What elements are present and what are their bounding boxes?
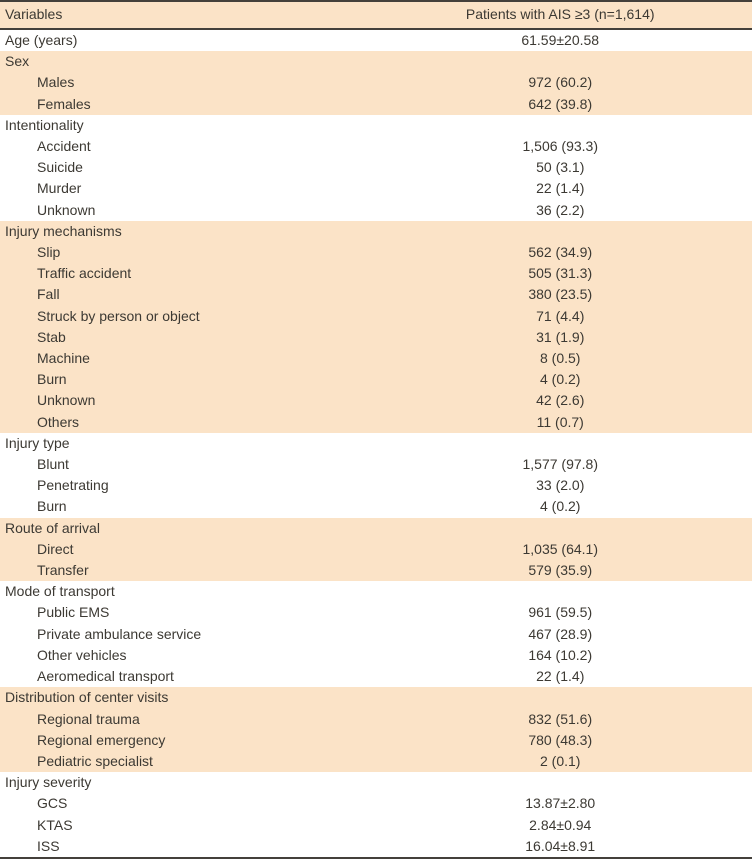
variable-cell: Route of arrival — [5, 519, 100, 536]
table-row — [0, 645, 752, 666]
value-cell — [368, 518, 752, 539]
table-row — [0, 327, 752, 348]
section-header-row — [0, 687, 752, 708]
variable-cell: Age (years) — [5, 32, 78, 48]
variable-cell: Regional emergency — [37, 731, 166, 748]
section-header-row — [0, 115, 752, 136]
value-cell: 16.04±8.91 — [525, 837, 596, 854]
value-cell: 8 (0.5) — [540, 350, 581, 367]
variable-cell: Mode of transport — [5, 583, 115, 600]
variable-cell: Accident — [37, 138, 91, 155]
table-row — [0, 178, 752, 199]
table-row — [0, 496, 752, 517]
table-row — [0, 390, 752, 411]
table-row — [0, 836, 752, 858]
table-row — [0, 242, 752, 263]
variable-cell: Public EMS — [37, 604, 110, 621]
value-cell: 1,577 (97.8) — [522, 456, 598, 473]
variable-cell: Pediatric specialist — [37, 752, 153, 769]
table-row — [0, 709, 752, 730]
variable-cell: Burn — [37, 498, 67, 515]
value-cell — [368, 433, 752, 454]
variable-cell: Sex — [5, 53, 30, 70]
value-cell: 961 (59.5) — [528, 604, 593, 621]
value-cell: 780 (48.3) — [528, 731, 593, 748]
value-cell: 42 (2.6) — [536, 392, 585, 409]
table-row — [0, 539, 752, 560]
variable-cell: Machine — [37, 350, 90, 367]
variable-cell: Penetrating — [37, 477, 109, 494]
table-body — [0, 29, 752, 858]
table-row — [0, 751, 752, 772]
variable-cell: Murder — [37, 180, 82, 197]
variable-cell: Fall — [37, 286, 60, 303]
value-cell: 642 (39.8) — [528, 95, 593, 112]
table-row — [0, 263, 752, 284]
section-header-row — [0, 221, 752, 242]
table-row — [0, 157, 752, 178]
value-cell — [368, 221, 752, 242]
value-cell — [368, 115, 752, 136]
variable-cell: GCS — [37, 795, 68, 812]
variable-cell: Males — [37, 74, 75, 91]
value-cell: 467 (28.9) — [528, 625, 593, 642]
value-cell: 380 (23.5) — [528, 286, 593, 303]
value-cell: 33 (2.0) — [536, 477, 585, 494]
table-row — [0, 454, 752, 475]
value-cell: 36 (2.2) — [536, 201, 585, 218]
value-cell: 31 (1.9) — [536, 328, 585, 345]
column-header-variables: Variables — [0, 1, 368, 29]
value-cell: 562 (34.9) — [528, 244, 593, 261]
variable-cell: Struck by person or object — [37, 307, 200, 324]
variable-cell: Transfer — [37, 562, 89, 579]
value-cell — [368, 687, 752, 708]
variable-cell: Intentionality — [5, 116, 84, 133]
value-cell: 4 (0.2) — [540, 498, 581, 515]
variable-cell: Injury type — [5, 434, 70, 451]
section-header-row — [0, 518, 752, 539]
section-header-row — [0, 51, 752, 72]
value-cell: 13.87±2.80 — [525, 795, 596, 812]
column-header-patients-ais: Patients with AIS ≥3 (n=1,614) — [368, 1, 752, 29]
variable-cell: Stab — [37, 328, 66, 345]
value-cell: 1,035 (64.1) — [522, 540, 598, 557]
variable-cell: ISS — [37, 837, 60, 854]
value-cell — [368, 581, 752, 602]
table-row — [0, 284, 752, 305]
section-header-row — [0, 772, 752, 793]
value-cell: 972 (60.2) — [528, 74, 593, 91]
variable-cell: Injury mechanisms — [5, 222, 122, 239]
variable-cell: Distribution of center visits — [5, 689, 169, 706]
value-cell: 505 (31.3) — [528, 265, 593, 282]
value-cell — [368, 772, 752, 793]
table-row — [0, 815, 752, 836]
table-header-row — [0, 1, 752, 29]
section-header-row — [0, 433, 752, 454]
value-cell: 1,506 (93.3) — [522, 138, 598, 155]
value-cell: 164 (10.2) — [528, 646, 593, 663]
table-row — [0, 730, 752, 751]
variable-cell: Females — [37, 95, 91, 112]
table-row — [0, 136, 752, 157]
variable-cell: Others — [37, 413, 80, 430]
variable-cell: Suicide — [37, 159, 83, 176]
value-cell: 2 (0.1) — [540, 752, 581, 769]
table-row — [0, 72, 752, 93]
variable-cell: Slip — [37, 244, 61, 261]
section-header-row — [0, 581, 752, 602]
value-cell: 4 (0.2) — [540, 371, 581, 388]
variable-cell: Blunt — [37, 456, 69, 473]
table-row — [0, 369, 752, 390]
table-row — [0, 348, 752, 369]
table-row — [0, 602, 752, 623]
variable-cell: Traffic accident — [37, 265, 132, 282]
table-row — [0, 560, 752, 581]
value-cell: 50 (3.1) — [536, 159, 585, 176]
section-header-row — [0, 29, 752, 51]
table-row — [0, 624, 752, 645]
variable-cell: Injury severity — [5, 774, 92, 791]
variable-cell: Burn — [37, 371, 67, 388]
value-cell — [368, 51, 752, 72]
value-cell: 579 (35.9) — [528, 562, 593, 579]
table-row — [0, 475, 752, 496]
value-cell: 61.59±20.58 — [521, 32, 600, 48]
table-row — [0, 94, 752, 115]
variable-cell: Unknown — [37, 392, 96, 409]
table-row — [0, 793, 752, 814]
value-cell: 11 (0.7) — [536, 413, 584, 430]
value-cell: 71 (4.4) — [536, 307, 585, 324]
table-row — [0, 306, 752, 327]
variable-cell: Unknown — [37, 201, 96, 218]
variable-cell: Regional trauma — [37, 710, 140, 727]
variable-cell: KTAS — [37, 816, 73, 833]
value-cell: 22 (1.4) — [536, 668, 585, 685]
variable-cell: Private ambulance service — [37, 625, 202, 642]
table-row — [0, 412, 752, 433]
value-cell: 22 (1.4) — [536, 180, 585, 197]
variable-cell: Aeromedical transport — [37, 668, 174, 685]
variable-cell: Direct — [37, 540, 74, 557]
variable-cell: Other vehicles — [37, 646, 127, 663]
table-row — [0, 200, 752, 221]
table-row — [0, 666, 752, 687]
value-cell: 2.84±0.94 — [529, 816, 592, 833]
value-cell: 832 (51.6) — [528, 710, 593, 727]
